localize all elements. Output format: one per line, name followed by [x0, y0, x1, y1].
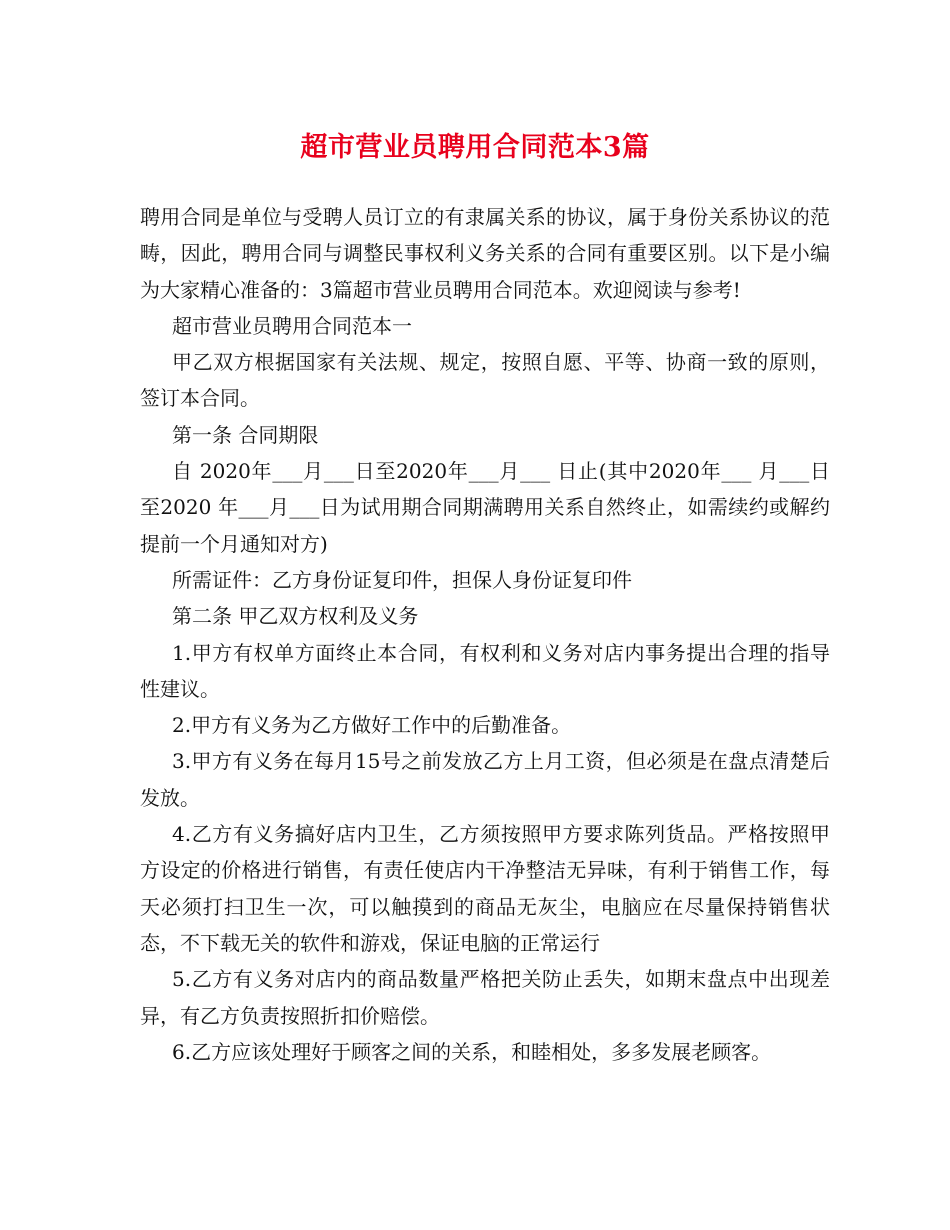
document-title: 超市营业员聘用合同范本3篇	[300, 132, 650, 163]
clause-2: 2.甲方有义务为乙方做好工作中的后勤准备。	[172, 713, 572, 738]
preamble-paragraph: 甲乙双方根据国家有关法规、规定，按照自愿、平等、协商一致的原则，签订本合同。	[140, 350, 830, 411]
clause-3: 3.甲方有义务在每月15号之前发放乙方上月工资，但必须是在盘点清楚后发放。	[140, 749, 830, 810]
clause-6: 6.乙方应该处理好于顾客之间的关系，和睦相处，多多发展老顾客。	[172, 1039, 772, 1064]
intro-paragraph: 聘用合同是单位与受聘人员订立的有隶属关系的协议，属于身份关系协议的范畴，因此，聘用合同与调整民事权利义务关系的合同有重要区别。以下是小编为大家精心准备的：3篇超市营业员聘用合同范本。欢迎阅读与参考!	[140, 205, 830, 302]
section-heading-contract-one: 超市营业员聘用合同范本一	[172, 313, 412, 338]
clause-4: 4.乙方有义务搞好店内卫生，乙方须按照甲方要求陈列货品。严格按照甲方设定的价格进行销售，有责任使店内干净整洁无异味，有利于销售工作，每天必须打扫卫生一次，可以触摸到的商品无灰尘，电脑应在尽量保持销售状态，不下载无关的软件和游戏，保证电脑的正常运行	[140, 822, 830, 955]
contract-term-paragraph: 自 2020年___月___日至2020年___月___ 日止(其中2020年___ 月___日至2020 年___月___日为试用期合同期满聘用关系自然终止，如需续约或解约提前一个月通知对方)	[140, 459, 830, 556]
required-documents-paragraph: 所需证件：乙方身份证复印件，担保人身份证复印件	[172, 567, 632, 592]
article-one-heading: 第一条 合同期限	[172, 422, 319, 447]
article-two-heading: 第二条 甲乙双方权利及义务	[172, 604, 419, 629]
clause-1: 1.甲方有权单方面终止本合同，有权利和义务对店内事务提出合理的指导性建议。	[140, 640, 830, 701]
document-body	[140, 199, 830, 1070]
clause-5: 5.乙方有义务对店内的商品数量严格把关防止丢失，如期末盘点中出现差异，有乙方负责按照折扣价赔偿。	[140, 967, 830, 1028]
